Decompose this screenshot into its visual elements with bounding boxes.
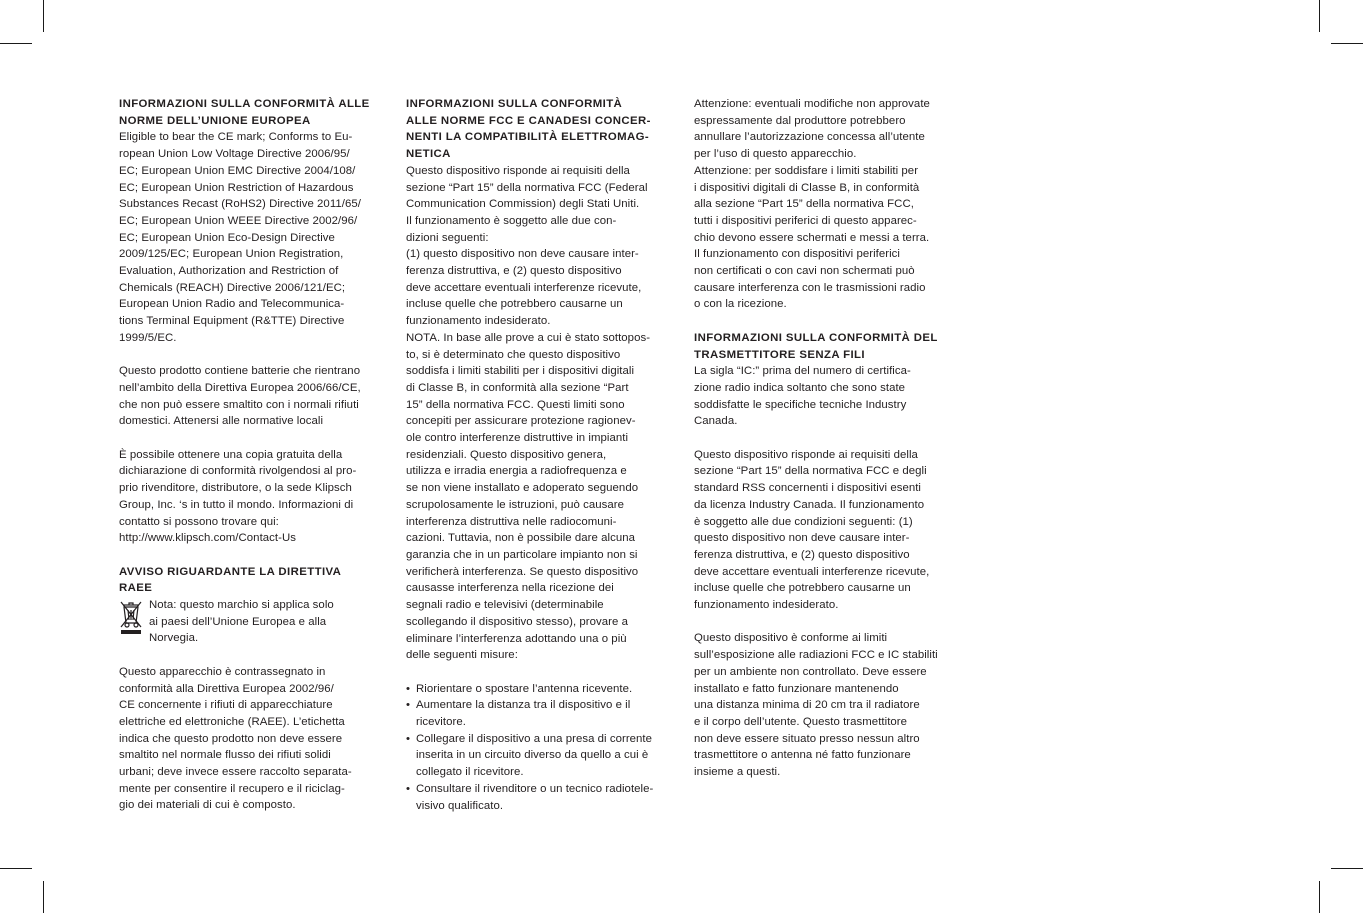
fcc-note-text: NOTA. In base alle prove a cui è stato sottopos- to, si è determinato che questo dispositivo soddisfa i limiti stabiliti per i dispositivi digitali di Classe B, in conformità alla sezione “Part 15” della normativa FCC. Questi limiti sono concepiti per assicurare protezione ragionev- ole contro interferenze distruttive in impianti residenziali. Questo dispositivo genera, utilizza e irradia energia a radiofrequenza e se non viene installato e adoperato seguendo scrupolosamente le istruzioni, può causare interferenza distruttiva nelle radiocomuni- cazioni. Tuttavia, non è possibile dare alcuna garanzia che in un particolare impianto non si verificherà interferenza. Se questo dispositivo causasse interferenza nella ricezione dei segnali radio e televisivi (determinabile scollegando il dispositivo stesso), provare a eliminare l’interferenza adottando una o più delle seguenti misure:	[406, 331, 651, 662]
fcc-compliance-heading: INFORMAZIONI SULLA CONFORMITÀ ALLE NORME FCC E CANADESI CONCER- NENTI LA COMPATIBILITÀ ELETTROMAG- NETICA	[406, 98, 651, 161]
list-item: • Riorientare o spostare l’antenna ricevente.	[406, 681, 672, 698]
eu-compliance-heading: INFORMAZIONI SULLA CONFORMITÀ ALLE NORME DELL’UNIONE EUROPEA	[119, 98, 370, 127]
ic-text: La sigla “IC:” prima del numero di certifica- zione radio indica soltanto che sono state soddisfatte le specifiche tecniche Industry Canada.	[694, 365, 911, 428]
eu-directives-text: Eligible to bear the CE mark; Conforms to Eu- ropean Union Low Voltage Directive 2006/95/ EC; European Union EMC Directive 2004/108/ EC; European Union Restriction of Hazardous Substances Recast (RoHS2) Directive 2011/65/ EC; European Union WEEE Directive 2002/96/ EC; European Union Eco-Design Directive 2009/125/EC; European Union Registration, Evaluation, Authorization and Restriction of Chemicals (REACH) Directive 2006/121/EC; European Union Radio and Telecommunica- tions Terminal Equipment (R&TTE) Directive 1999/5/EC.	[119, 131, 361, 344]
declaration-text: È possibile ottenere una copia gratuita della dichiarazione di conformità rivolgendosi al pro- prio rivenditore, distributore, o la sede Klipsch Group, Inc. ‘s in tutto il mondo. Informazioni di contatto si possono trovare qui: http://www.klipsch.com/Contact-Us	[119, 448, 357, 545]
column-fcc-compliance	[406, 96, 672, 814]
column-wireless-compliance	[694, 96, 958, 781]
raee-heading: AVVISO RIGUARDANTE LA DIRETTIVA RAEE	[119, 565, 342, 595]
interference-measures-list	[406, 681, 672, 815]
crossed-out-wheelie-bin-icon	[119, 599, 145, 635]
crop-mark-bottom-right-vertical	[1319, 881, 1320, 913]
crop-mark-top-right-vertical	[1319, 0, 1320, 32]
fcc-intro-text: Questo dispositivo risponde ai requisiti della sezione “Part 15” della normativa FCC (Federal Communication Commission) degli Stati Uniti. Il funzionamento è soggetto alle due con- dizioni seguenti:	[406, 164, 648, 244]
crop-mark-top-left-horizontal	[0, 43, 32, 44]
raee-note-text: Nota: questo marchio si applica solo ai paesi dell’Unione Europea e alla Norvegia.	[149, 599, 334, 645]
rss-text: Questo dispositivo risponde ai requisiti della sezione “Part 15” della normativa FCC e degli standard RSS concernenti i dispositivi esenti da licenza Industry Canada. Il funzionamento è soggetto alle due condizioni seguenti: (1) questo dispositivo non deve causare inter- ferenza distruttiva, e (2) questo dispositivo deve accettare eventuali interferenze ricevute, incluse quelle che potrebbero causarne un funzionamento indesiderato.	[694, 448, 930, 612]
column-eu-compliance	[119, 96, 381, 814]
crop-mark-bottom-left-vertical	[43, 881, 44, 913]
crop-mark-bottom-left-horizontal	[0, 868, 32, 869]
list-item: • Collegare il dispositivo a una presa di corrente inserita in un circuito diverso da quello a cui è collegato il ricevitore.	[406, 731, 672, 781]
battery-notice-text: Questo prodotto contiene batterie che rientrano nell’ambito della Direttiva Europea 2006/66/CE, che non può essere smaltito con i normali rifiuti domestici. Attenersi alle normative locali	[119, 365, 361, 428]
crop-mark-bottom-right-horizontal	[1331, 868, 1363, 869]
wireless-compliance-heading: INFORMAZIONI SULLA CONFORMITÀ DEL TRASMETTITORE SENZA FILI	[694, 331, 938, 361]
raee-note-block	[119, 597, 381, 647]
raee-text: Questo apparecchio è contrassegnato in conformità alla Direttiva Europea 2002/96/ CE concernente i rifiuti di apparecchiature elettriche ed elettroniche (RAEE). L’etichetta indica che questo prodotto non deve essere smaltito nel normale flusso dei rifiuti solidi urbani; deve invece essere raccolto separata- mente per consentire il recupero e il riciclag- gio dei materiali di cui è composto.	[119, 665, 352, 812]
fcc-conditions-text: (1) questo dispositivo non deve causare inter- ferenza distruttiva, e (2) questo dispositivo deve accettare eventuali interferenze ricevute, incluse quelle che potrebbero causarne un funzionamento indesiderato.	[406, 248, 642, 328]
crop-mark-top-left-vertical	[43, 0, 44, 32]
modification-warning-text: Attenzione: eventuali modifiche non approvate espressamente dal produttore potrebbero annullare l’autorizzazione concessa all’utente per l’uso di questo apparecchio.	[694, 98, 930, 161]
list-item: • Consultare il rivenditore o un tecnico radiotele- visivo qualificato.	[406, 781, 672, 814]
shielding-warning-text: Attenzione: per soddisfare i limiti stabiliti per i dispositivi digitali di Classe B, in conformità alla sezione “Part 15” della normativa FCC, tutti i dispositivi periferici di questo apparec- chio devono essere schermati e messi a terra. Il funzionamento con dispositivi periferici non certificati o con cavi non schermati può causare interferenza con le trasmissioni radio o con la ricezione.	[694, 164, 930, 311]
crop-mark-top-right-horizontal	[1331, 43, 1363, 44]
list-item: • Aumentare la distanza tra il dispositivo e il ricevitore.	[406, 697, 672, 730]
exposure-text: Questo dispositivo è conforme ai limiti sull’esposizione alle radiazioni FCC e IC stabiliti per un ambiente non controllato. Deve essere installato e fatto funzionare mantenendo una distanza minima di 20 cm tra il radiatore e il corpo dell’utente. Questo trasmettitore non deve essere situato presso nessun altro trasmettitore o antenna né fatto funzionare insieme a questi.	[694, 632, 938, 779]
